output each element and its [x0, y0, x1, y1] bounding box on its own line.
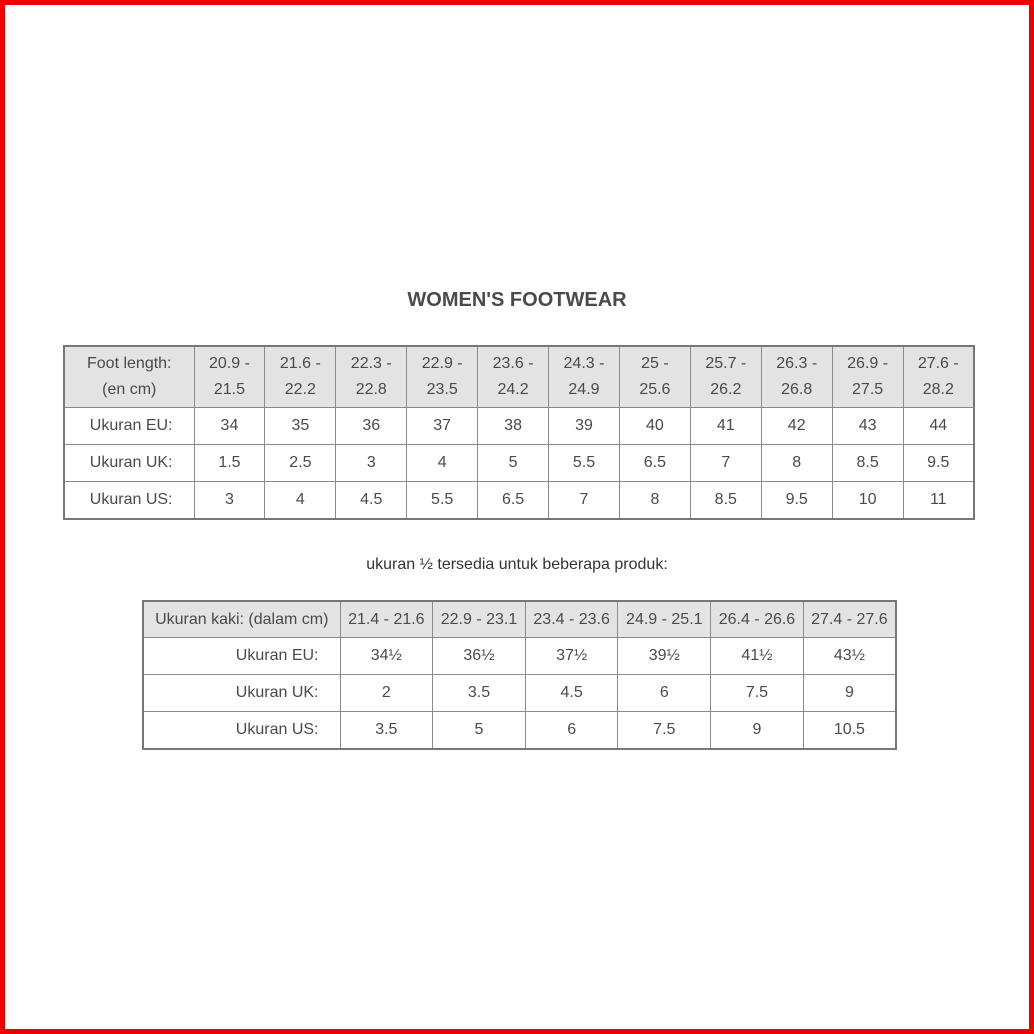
table-cell: 8 [761, 445, 832, 482]
table-header-row [143, 601, 896, 638]
table-cell: 9.5 [761, 482, 832, 520]
table-cell: 7 [549, 482, 620, 520]
half-size-note: ukuran ½ tersedia untuk beberapa produk: [366, 556, 668, 573]
table-cell: 6.5 [619, 445, 690, 482]
foot-size-header: Ukuran kaki: (dalam cm) [143, 601, 340, 638]
table-cell: 35 [265, 408, 336, 445]
table-cell: 3.5 [340, 712, 433, 750]
table-cell: 43½ [803, 638, 896, 675]
table-cell: 4 [407, 445, 478, 482]
foot-length-header: Foot length: (en cm) [64, 346, 194, 408]
table-cell: 3.5 [433, 675, 526, 712]
table-cell: 5.5 [549, 445, 620, 482]
table-cell: 7 [690, 445, 761, 482]
table-cell: 3 [336, 445, 407, 482]
table-cell: 44 [903, 408, 974, 445]
size-range-header: 23.6 - 24.2 [478, 346, 549, 408]
row-label: Ukuran US: [64, 482, 194, 520]
size-range-header: 24.9 - 25.1 [618, 601, 711, 638]
size-range-header: 23.4 - 23.6 [525, 601, 618, 638]
table-cell: 2 [340, 675, 433, 712]
table-cell: 37 [407, 408, 478, 445]
size-range-header: 21.6 - 22.2 [265, 346, 336, 408]
table-row [143, 675, 896, 712]
size-range-header: 26.4 - 26.6 [711, 601, 804, 638]
table-cell: 3 [194, 482, 265, 520]
table-cell: 10 [832, 482, 903, 520]
table-cell: 41 [690, 408, 761, 445]
row-label: Ukuran UK: [64, 445, 194, 482]
table-header-row [64, 346, 974, 408]
size-range-header: 20.9 - 21.5 [194, 346, 265, 408]
table-cell: 4.5 [336, 482, 407, 520]
page-title: WOMEN'S FOOTWEAR [407, 289, 627, 311]
table-cell: 39½ [618, 638, 711, 675]
table-cell: 10.5 [803, 712, 896, 750]
table-cell: 6 [525, 712, 618, 750]
size-range-header: 24.3 - 24.9 [549, 346, 620, 408]
table-cell: 40 [619, 408, 690, 445]
size-range-header: 27.6 - 28.2 [903, 346, 974, 408]
size-range-header: 22.3 - 22.8 [336, 346, 407, 408]
table-cell: 42 [761, 408, 832, 445]
table-cell: 1.5 [194, 445, 265, 482]
size-range-header: 26.3 - 26.8 [761, 346, 832, 408]
row-label: Ukuran UK: [143, 675, 340, 712]
size-range-header: 26.9 - 27.5 [832, 346, 903, 408]
table-cell: 7.5 [711, 675, 804, 712]
size-range-header: 27.4 - 27.6 [803, 601, 896, 638]
half-size-table [142, 600, 897, 750]
table-cell: 9 [711, 712, 804, 750]
size-range-header: 25 - 25.6 [619, 346, 690, 408]
table-cell: 8.5 [690, 482, 761, 520]
table-cell: 6.5 [478, 482, 549, 520]
table-cell: 43 [832, 408, 903, 445]
table-cell: 9.5 [903, 445, 974, 482]
table-cell: 7.5 [618, 712, 711, 750]
table-cell: 5.5 [407, 482, 478, 520]
table-row [64, 482, 974, 520]
row-label: Ukuran US: [143, 712, 340, 750]
table-cell: 6 [618, 675, 711, 712]
table-cell: 8.5 [832, 445, 903, 482]
table-cell: 41½ [711, 638, 804, 675]
size-range-header: 21.4 - 21.6 [340, 601, 433, 638]
table-cell: 37½ [525, 638, 618, 675]
table-row [64, 445, 974, 482]
table-cell: 38 [478, 408, 549, 445]
table-cell: 4 [265, 482, 336, 520]
table-cell: 39 [549, 408, 620, 445]
table-cell: 36½ [433, 638, 526, 675]
table-cell: 4.5 [525, 675, 618, 712]
table-row [143, 638, 896, 675]
size-range-header: 22.9 - 23.5 [407, 346, 478, 408]
table-row [143, 712, 896, 750]
table-row [64, 408, 974, 445]
table-cell: 2.5 [265, 445, 336, 482]
table-cell: 34½ [340, 638, 433, 675]
table-cell: 5 [433, 712, 526, 750]
row-label: Ukuran EU: [143, 638, 340, 675]
table-cell: 36 [336, 408, 407, 445]
womens-size-table [63, 345, 975, 520]
size-range-header: 22.9 - 23.1 [433, 601, 526, 638]
table-cell: 34 [194, 408, 265, 445]
row-label: Ukuran EU: [64, 408, 194, 445]
size-range-header: 25.7 - 26.2 [690, 346, 761, 408]
table-cell: 8 [619, 482, 690, 520]
table-cell: 11 [903, 482, 974, 520]
table-cell: 9 [803, 675, 896, 712]
table-cell: 5 [478, 445, 549, 482]
